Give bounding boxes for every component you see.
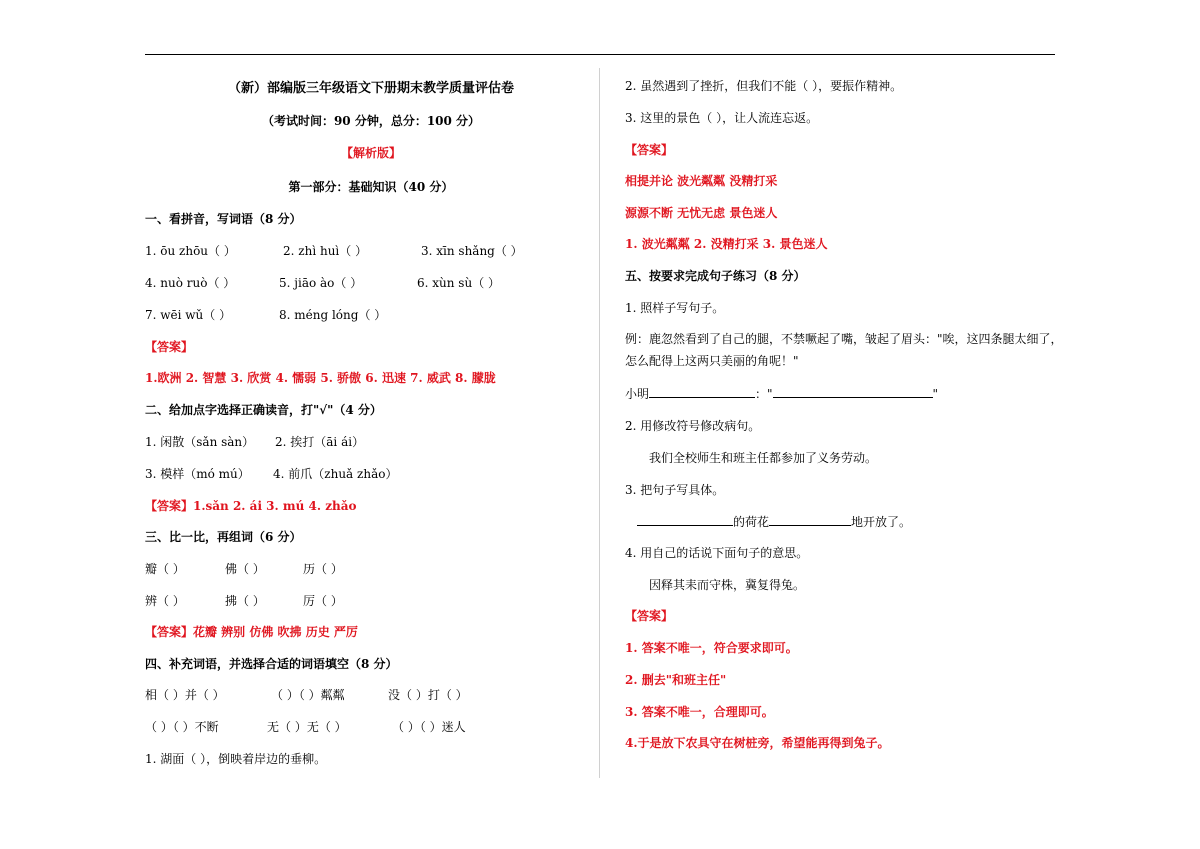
- s3-item-4: 辨（ ）: [145, 594, 185, 608]
- s1-item-3: 3. xīn shǎng（ ）: [421, 244, 523, 258]
- s1-answer-label: 【答案】: [145, 340, 194, 354]
- s5-example-line-1: 例：鹿忽然看到了自己的腿，不禁噘起了嘴，皱起了眉头："唉，这四条腿太细了，: [625, 332, 1063, 346]
- s4-answer-1: 相提并论 波光粼粼 没精打采: [625, 174, 778, 188]
- s5-question-4: 4. 用自己的话说下面句子的意思。: [625, 546, 809, 560]
- s2-item-4: 4. 前爪（zhuǎ zhǎo）: [273, 467, 398, 481]
- s4-word-4: （ ）（ ）不断: [145, 720, 219, 734]
- blank-speech[interactable]: [773, 385, 933, 398]
- s5-fill-colon: ：": [755, 387, 773, 401]
- s1-answer: 1.欧洲 2. 智慧 3. 欣赏 4. 懦弱 5. 骄傲 6. 迅速 7. 威武 8. 朦胧: [145, 371, 496, 385]
- s5-fill-name: 小明: [625, 387, 650, 401]
- s1-item-2: 2. zhì huì（ ）: [283, 244, 368, 258]
- s1-item-5: 5. jiāo ào（ ）: [279, 276, 363, 290]
- s2-item-2: 2. 挨打（āi ái）: [275, 435, 365, 449]
- s4-answer-2: 源源不断 无忧无虑 景色迷人: [625, 206, 778, 220]
- s4-word-3: 没（ ）打（ ）: [388, 688, 468, 702]
- s4-answer-label: 【答案】: [625, 143, 674, 157]
- s5-q3-mid: 的荷花: [733, 515, 770, 529]
- section-5-title: 五、按要求完成句子练习（8 分）: [625, 269, 806, 283]
- s2-item-3: 3. 模样（mó mú）: [145, 467, 250, 481]
- s4-word-1: 相（ ）并（ ）: [145, 688, 225, 702]
- s3-answer: 【答案】花瓣 辨别 仿佛 吹拂 历史 严厉: [145, 625, 358, 639]
- s3-item-2: 佛（ ）: [225, 562, 265, 576]
- s4-question-2: 2. 虽然遇到了挫折，但我们不能（ ），要振作精神。: [625, 79, 903, 93]
- s5-answer-label: 【答案】: [625, 609, 674, 623]
- s1-item-8: 8. méng lóng（ ）: [279, 308, 387, 322]
- s4-word-6: （ ）（ ）迷人: [392, 720, 466, 734]
- blank-after[interactable]: [769, 513, 851, 526]
- section-3-title: 三、比一比，再组词（6 分）: [145, 530, 302, 544]
- s5-question-3: 3. 把句子写具体。: [625, 483, 725, 497]
- s2-answer: 【答案】1.sǎn 2. ái 3. mú 4. zhǎo: [145, 499, 357, 513]
- s5-example-line-2: 怎么配得上这两只美丽的角呢！": [625, 354, 799, 368]
- section-2-title: 二、给加点字选择正确读音，打"√"（4 分）: [145, 403, 382, 417]
- s4-word-5: 无（ ）无（ ）: [267, 720, 347, 734]
- s5-question-2: 2. 用修改符号修改病句。: [625, 419, 761, 433]
- s1-item-1: 1. ōu zhōu（ ）: [145, 244, 236, 258]
- blank-action[interactable]: [649, 385, 755, 398]
- version-label: 【解析版】: [340, 146, 401, 160]
- header-rule: [145, 54, 1055, 55]
- s5-q2-sentence: 我们全校师生和班主任都参加了义务劳动。: [649, 451, 878, 465]
- s5-answer-3: 3. 答案不唯一，合理即可。: [625, 705, 774, 719]
- s5-fill-line: [625, 385, 938, 402]
- s4-answer-3: 1. 波光粼粼 2. 没精打采 3. 景色迷人: [625, 237, 828, 251]
- s5-question-1: 1. 照样子写句子。: [625, 301, 725, 315]
- column-divider: [599, 68, 600, 778]
- part-title: 第一部分：基础知识（40 分）: [288, 180, 454, 194]
- s3-item-3: 历（ ）: [303, 562, 343, 576]
- blank-before[interactable]: [637, 513, 733, 526]
- s5-q4-sentence: 因释其耒而守株，冀复得兔。: [649, 578, 806, 592]
- s3-item-1: 瓣（ ）: [145, 562, 185, 576]
- s5-q3-fill: [637, 513, 911, 530]
- s3-item-5: 拂（ ）: [225, 594, 265, 608]
- section-1-title: 一、看拼音，写词语（8 分）: [145, 212, 302, 226]
- s5-answer-4: 4.于是放下农具守在树桩旁，希望能再得到兔子。: [625, 736, 890, 750]
- s1-item-7: 7. wēi wǔ（ ）: [145, 308, 232, 322]
- s5-answer-2: 2. 删去"和班主任": [625, 673, 727, 687]
- s1-item-4: 4. nuò ruò（ ）: [145, 276, 236, 290]
- s5-q3-end: 地开放了。: [851, 515, 912, 529]
- s3-item-6: 厉（ ）: [303, 594, 343, 608]
- s2-item-1: 1. 闲散（sǎn sàn）: [145, 435, 255, 449]
- section-4-title: 四、补充词语，并选择合适的词语填空（8 分）: [145, 657, 398, 671]
- s4-question-3: 3. 这里的景色（ ），让人流连忘返。: [625, 111, 819, 125]
- s1-item-6: 6. xùn sù（ ）: [417, 276, 501, 290]
- exam-subtitle: （考试时间：90 分钟，总分：100 分）: [261, 114, 481, 128]
- s5-fill-end: ": [932, 387, 939, 401]
- exam-title: （新）部编版三年级语文下册期末教学质量评估卷: [227, 81, 514, 96]
- s4-question-1: 1. 湖面（ ），倒映着岸边的垂柳。: [145, 752, 327, 766]
- s4-word-2: （ ）（ ）粼粼: [271, 688, 345, 702]
- s5-answer-1: 1. 答案不唯一，符合要求即可。: [625, 641, 798, 655]
